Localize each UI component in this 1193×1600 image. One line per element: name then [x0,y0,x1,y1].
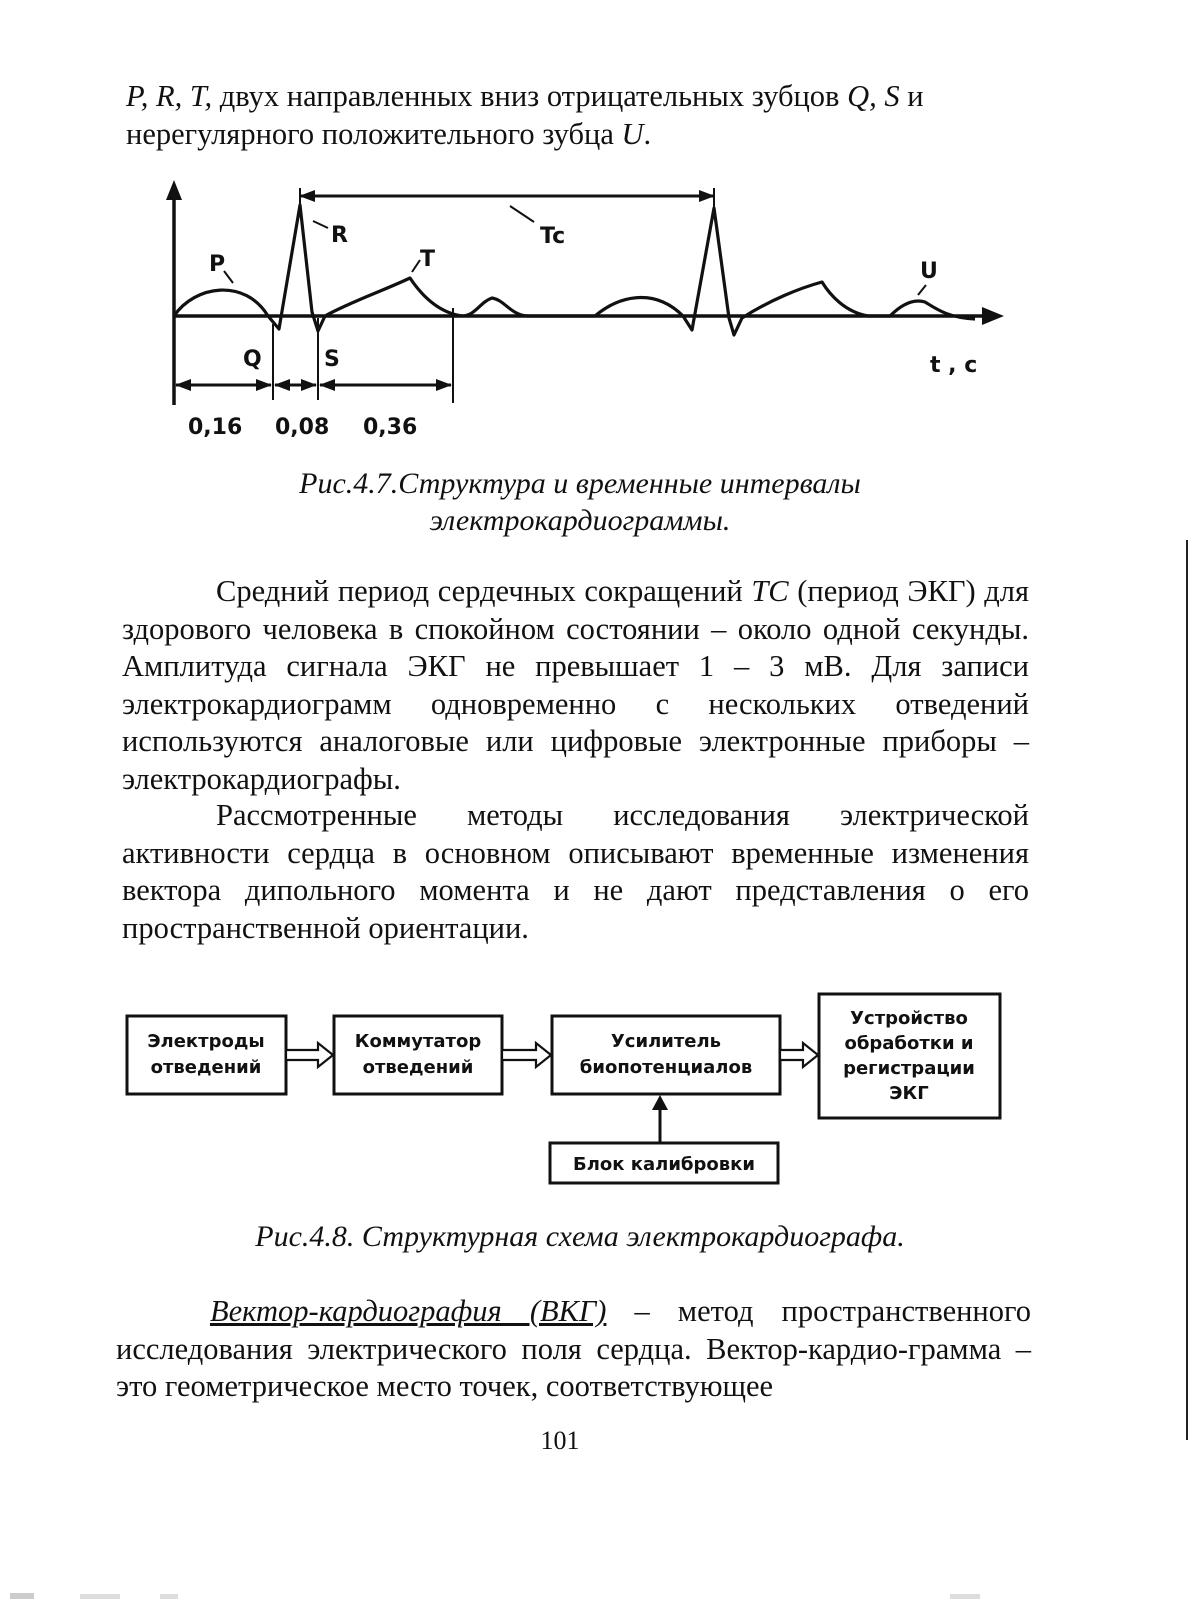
interval-value-2: 0,08 [275,415,330,440]
arrow-electrodes-to-commutator [286,1043,333,1067]
box-processing-line-1: Устройство [850,1008,968,1029]
intro-vars: P, R, T, [126,79,213,113]
box-processing-line-3: регистрации [843,1058,975,1079]
arrow-commutator-to-amplifier [502,1043,551,1067]
paragraph-1-tc: ТС [751,574,789,608]
arrow-calibration-to-amplifier [652,1095,668,1143]
box-commutator-line-2: отведений [362,1057,474,1078]
figure-4-7-caption-line-1: Рис.4.7.Структура и временные интервалы [299,467,861,500]
paragraph-2: Рассмотренные методы исследования электрической активности сердца в основном описывают временные изменения вектора дипольного момента и не дают представления о его пространственной ориентации. [122,798,1029,945]
box-calibration-label: Блок калибровки [573,1154,755,1175]
paragraph-1-rest: (период ЭКГ) для здорового человека в спокойном состоянии – около одной секунды. Амплитуда сигнала ЭКГ не превышает 1 – 3 мВ. Для записи электрокардиограмм одновременно с нескольких отведений используются аналоговые или цифровые электронные приборы – электрокардиографы. [122,574,1029,796]
box-processing-line-2: обработки и [844,1033,974,1054]
label-time-axis: t , c [930,353,978,378]
box-amplifier-line-1: Усилитель [610,1031,722,1052]
paragraph-1-start: Средний период сердечных сокращений [216,574,752,608]
box-amplifier-line-2: биопотенциалов [579,1057,753,1078]
box-commutator-line-1: Коммутатор [354,1031,482,1052]
intro-var-s: S [876,79,900,113]
page-number: 101 [540,1426,580,1455]
label-u: U [920,259,938,284]
label-s: S [324,347,340,372]
box-amplifier [552,1016,780,1094]
vkg-term: Вектор-кардиография (ВКГ) [210,1294,607,1328]
figure-4-8-caption: Рис.4.8. Структурная схема электрокардиографа. [255,1220,905,1253]
label-q: Q [243,347,262,372]
interval-value-1: 0,16 [188,415,243,440]
intro-var-q: Q, [847,79,877,113]
box-electrodes-line-2: отведений [150,1057,262,1078]
intro-line2-end: . [643,116,652,151]
intro-var-u: U [621,116,644,151]
figure-4-7-caption-line-2: электрокардиограммы. [429,504,731,537]
bottom-scan-artifact [0,1585,1193,1600]
box-processing-line-4: ЭКГ [889,1083,929,1104]
interval-value-3: 0,36 [363,415,418,440]
paragraph-3-rest: – метод пространственного исследования электрического поля сердца. Вектор-кардио-грамма – это геометрическое место точек, соответствующее [116,1294,1031,1403]
box-electrodes [127,1016,286,1094]
intro-line2-text: нерегулярного положительного зубца [126,116,622,151]
label-r: R [331,223,348,248]
box-electrodes-line-1: Электроды [147,1031,265,1052]
arrow-amplifier-to-processing [780,1043,818,1067]
label-tc: Tc [540,224,566,249]
intro-and: и [899,79,924,113]
label-t: T [420,247,436,272]
paragraph-3 [116,1293,1031,1406]
box-commutator [334,1016,502,1094]
label-p: P [209,252,226,277]
intro-mid: двух направленных вниз отрицательных зубцов [212,79,848,113]
